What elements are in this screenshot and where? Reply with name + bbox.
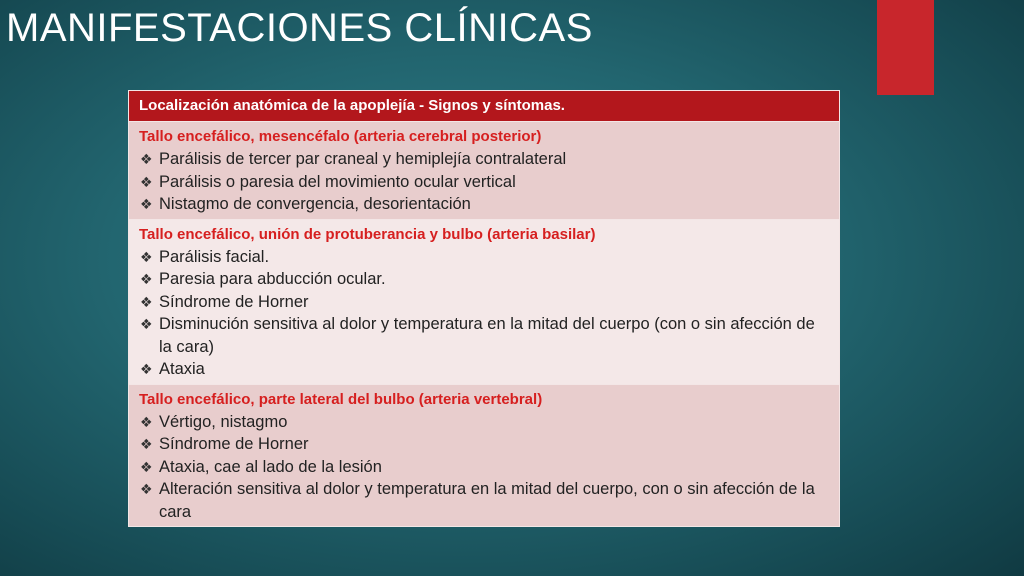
section-mesencephalon [129, 122, 839, 220]
list-item-text: Síndrome de Horner [159, 435, 309, 453]
list-item [139, 456, 829, 479]
section-heading: Tallo encefálico, unión de protuberancia y bulbo (arteria basilar) [139, 225, 596, 243]
diamond-four-icon: ❖ [140, 481, 153, 497]
list-item-text: Vértigo, nistagmo [159, 412, 288, 431]
list-item-text: Alteración sensitiva al dolor y temperatura en la mitad del cuerpo, con o sin afección de la cara [159, 480, 815, 521]
diamond-four-icon: ❖ [140, 173, 153, 190]
list-item [139, 358, 829, 381]
symptoms-table [128, 90, 840, 527]
diamond-four-icon: ❖ [140, 436, 153, 452]
section-pons-medulla [129, 220, 839, 385]
diamond-four-icon: ❖ [140, 271, 153, 287]
symptom-list [139, 411, 829, 524]
list-item-text: Ataxia, cae al lado de la lesión [159, 457, 382, 476]
list-item-text: Ataxia [159, 360, 205, 378]
diamond-four-icon: ❖ [140, 458, 153, 475]
section-lateral-medulla [129, 385, 839, 527]
list-item-text: Nistagmo de convergencia, desorientación [159, 195, 471, 213]
list-item [139, 433, 829, 456]
list-item [139, 268, 829, 291]
list-item-text: Disminución sensitiva al dolor y temperatura en la mitad del cuerpo (con o sin afección de la cara) [159, 315, 815, 356]
list-item [139, 411, 829, 434]
list-item-text: Parálisis de tercer par craneal y hemiplejía contralateral [159, 150, 567, 168]
diamond-four-icon: ❖ [140, 316, 153, 332]
list-item-text: Síndrome de Horner [159, 292, 309, 311]
diamond-four-icon: ❖ [140, 196, 153, 212]
list-item [139, 313, 829, 358]
slide-title: MANIFESTACIONES CLÍNICAS [6, 6, 593, 50]
diamond-four-icon: ❖ [140, 361, 153, 377]
list-item-text: Paresia para abducción ocular. [159, 270, 386, 288]
table-header: Localización anatómica de la apoplejía - Signos y síntomas. [129, 91, 839, 122]
section-heading: Tallo encefálico, mesencéfalo (arteria cerebral posterior) [139, 128, 542, 145]
list-item-text: Parálisis o paresia del movimiento ocular vertical [159, 172, 516, 191]
section-heading: Tallo encefálico, parte lateral del bulbo (arteria vertebral) [139, 390, 543, 408]
symptom-list [139, 246, 829, 381]
diamond-four-icon: ❖ [140, 293, 153, 310]
diamond-four-icon: ❖ [140, 413, 153, 430]
diamond-four-icon: ❖ [140, 248, 153, 265]
accent-bar [877, 0, 934, 95]
diamond-four-icon: ❖ [140, 151, 153, 167]
list-item-text: Parálisis facial. [159, 247, 270, 266]
list-item [139, 148, 829, 171]
list-item [139, 291, 829, 314]
list-item [139, 193, 829, 216]
list-item [139, 246, 829, 269]
list-item [139, 478, 829, 523]
symptom-list [139, 148, 829, 216]
list-item [139, 171, 829, 194]
